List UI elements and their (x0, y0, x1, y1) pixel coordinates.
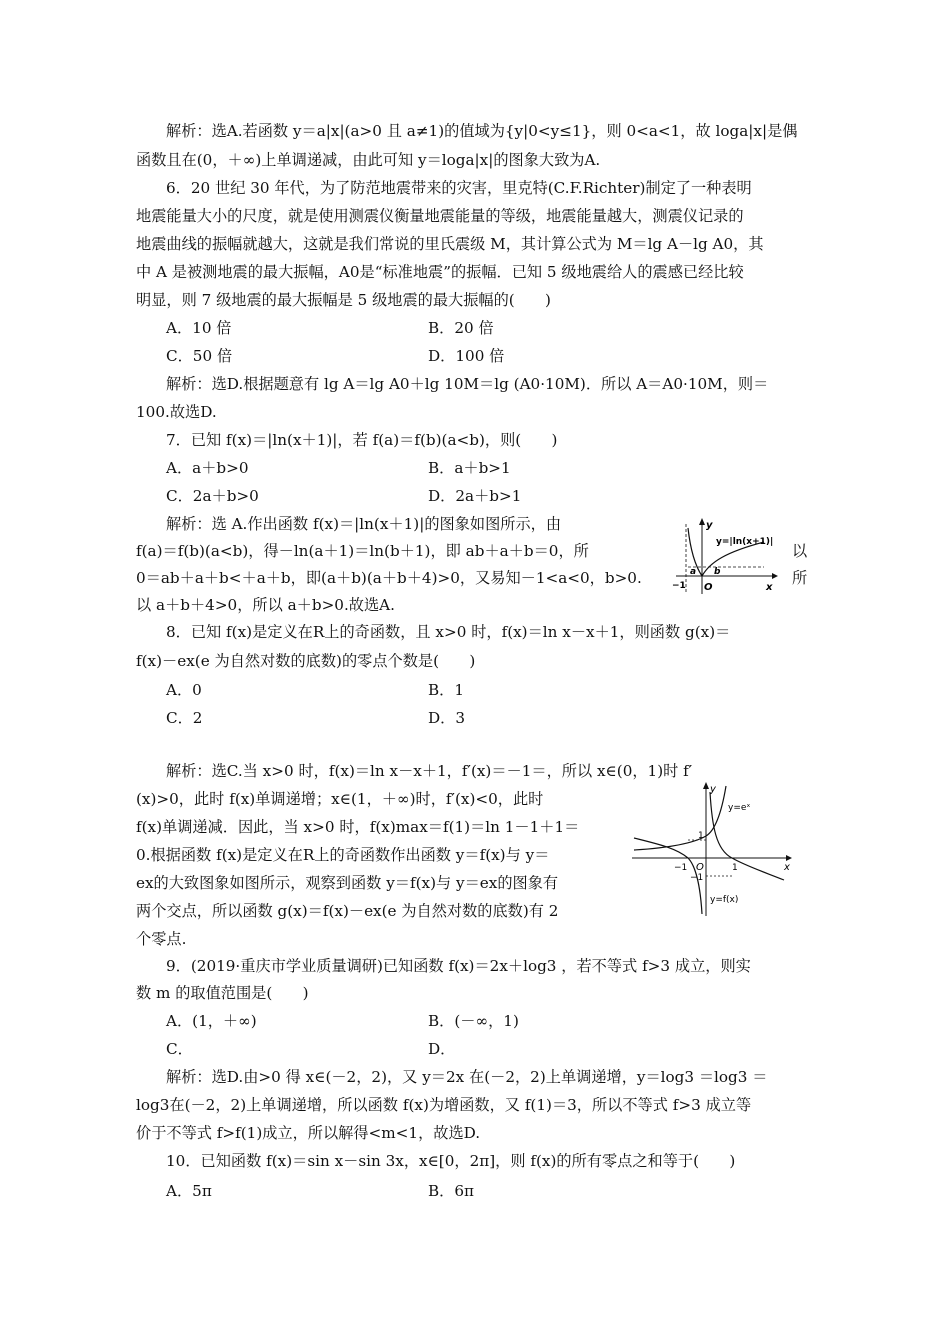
text-line: 价于不等式 f>f(1)成立，所以解得<m<1，故选D. (136, 1124, 481, 1142)
text-line: 解析：选C.当 x>0 时，f(x)＝ln x－x＋1，f′(x)＝－1＝，所以 x∈(0，1)时 f′ (166, 762, 693, 780)
option-c: C．2a＋b>0 (166, 487, 259, 505)
label-y: y (710, 784, 716, 795)
option-b: B．a＋b>1 (428, 459, 511, 477)
label-1x: 1 (732, 863, 738, 873)
label-minus1x: −1 (674, 863, 688, 873)
text-line: f(x)单调递减．因此，当 x>0 时，f(x)max＝f(1)＝ln 1－1＋1＝ (136, 818, 580, 836)
option-c: C．50 倍 (166, 347, 233, 365)
text-line: 100.故选D. (136, 403, 217, 421)
label-a: a (690, 567, 697, 577)
text-line: f(a)＝f(b)(a<b)，得－ln(a＋1)＝ln(b＋1)，即 ab＋a＋b＝0，所 (136, 542, 589, 560)
text-line: 数 m 的取值范围是( ) (136, 984, 309, 1002)
label-fx: y=f(x) (710, 895, 739, 905)
x-arrow-icon (772, 573, 778, 579)
option-d: D． (428, 1040, 456, 1058)
label-ex: y=eˣ (728, 803, 751, 813)
x-arrow-icon (786, 855, 792, 861)
text-line: (x)>0，此时 f(x)单调递增；x∈(1，＋∞)时，f′(x)<0，此时 (136, 790, 544, 808)
text-line: 10．已知函数 f(x)＝sin x－sin 3x，x∈[0，2π]，则 f(x)的所有零点之和等于( ) (166, 1152, 736, 1170)
text-line: 0＝ab＋a＋b<＋a＋b，即(a＋b)(a＋b＋4)>0，又易知－1<a<0，b>0. (136, 569, 642, 587)
curve-right (702, 542, 764, 576)
text-line: 地震能量大小的尺度，就是使用测震仪衡量地震能量的等级，地震能量越大，测震仪记录的 (136, 207, 744, 225)
label-o: O (704, 582, 713, 593)
text-line: 两个交点，所以函数 g(x)＝f(x)－ex(e 为自然对数的底数)有 2 (136, 902, 559, 920)
text-line: 8．已知 f(x)是定义在R上的奇函数，且 x>0 时，f(x)＝ln x－x＋1，则函数 g(x)＝ (166, 623, 731, 641)
option-d: D．3 (428, 709, 466, 727)
text-line: 中 A 是被测地震的最大振幅，A0是“标准地震”的振幅．已知 5 级地震给人的震感已经比较 (136, 263, 744, 281)
option-a: A．a＋b>0 (166, 459, 249, 477)
text-line: 个零点. (136, 930, 187, 948)
option-b: B．1 (428, 681, 465, 699)
text-line: 解析：选A.若函数 y＝a|x|(a>0 且 a≠1)的值域为{y|0<y≤1}，则 0<a<1，故 loga|x|是偶 (166, 122, 798, 140)
text-line: 以 a＋b＋4>0，所以 a＋b>0.故选A. (136, 596, 395, 614)
text-line: f(x)－ex(e 为自然对数的底数)的零点个数是( ) (136, 652, 476, 670)
label-1y: 1 (698, 831, 704, 841)
text-line: 解析：选 A.作出函数 f(x)＝|ln(x＋1)|的图象如图所示，由 (166, 515, 562, 533)
label-x: x (784, 862, 790, 873)
option-a: A．(1，＋∞) (166, 1012, 257, 1030)
text-line: 解析：选D.由>0 得 x∈(－2，2)，又 y＝2x 在(－2，2)上单调递增，y＝log3 ＝log3 ＝ (166, 1068, 768, 1086)
text-line: 函数且在(0，＋∞)上单调递减，由此可知 y＝loga|x|的图象大致为A. (136, 151, 601, 169)
text-line: 6．20 世纪 30 年代，为了防范地震带来的灾害，里克特(C.F.Richter)制定了一种表明 (166, 179, 752, 197)
y-arrow-icon (699, 518, 705, 525)
y-arrow-icon (703, 782, 709, 789)
option-c: C．2 (166, 709, 203, 727)
option-d: D．2a＋b>1 (428, 487, 522, 505)
option-b: B．6π (428, 1182, 474, 1200)
text-line: 7．已知 f(x)＝|ln(x＋1)|，若 f(a)＝f(b)(a<b)，则( ) (166, 431, 558, 449)
label-o: O (696, 862, 704, 873)
text-line: 解析：选D.根据题意有 lg A＝lg A0＋lg 10M＝lg (A0·10M)．所以 A＝A0·10M，则＝ (166, 375, 769, 393)
text-line: 9．(2019·重庆市学业质量调研)已知函数 f(x)＝2x＋log3 ，若不等式 f>3 成立，则实 (166, 957, 751, 975)
text-line: ex的大致图象如图所示，观察到函数 y＝f(x)与 y＝ex的图象有 (136, 874, 559, 892)
label-y: y (706, 520, 713, 531)
text-line: 以 (792, 542, 808, 560)
option-a: A．0 (166, 681, 202, 699)
text-line: 所 (792, 569, 808, 587)
label-minus1y: −1 (690, 873, 704, 883)
text-line: 明显，则 7 级地震的最大振幅是 5 级地震的最大振幅的( ) (136, 291, 551, 309)
figure-ln-graph (668, 516, 780, 596)
figure-fx-ex-graph (628, 780, 796, 918)
text-line: 0.根据函数 f(x)是定义在R上的奇函数作出函数 y＝f(x)与 y＝ (136, 846, 550, 864)
option-c: C． (166, 1040, 193, 1058)
label-curve: y=|ln(x+1)| (716, 537, 774, 547)
option-a: A．10 倍 (166, 319, 232, 337)
text-line: 地震曲线的振幅就越大，这就是我们常说的里氏震级 M，其计算公式为 M＝lg A－lg A0，其 (136, 235, 764, 253)
option-b: B．20 倍 (428, 319, 494, 337)
label-minus-one: −1 (672, 581, 686, 591)
option-a: A．5π (166, 1182, 212, 1200)
text-line: log3在(－2，2)上单调递增，所以函数 f(x)为增函数，又 f(1)＝3，所以不等式 f>3 成立等 (136, 1096, 752, 1114)
label-x: x (766, 582, 773, 593)
option-d: D．100 倍 (428, 347, 505, 365)
option-b: B．(－∞，1) (428, 1012, 519, 1030)
label-b: b (714, 567, 721, 577)
